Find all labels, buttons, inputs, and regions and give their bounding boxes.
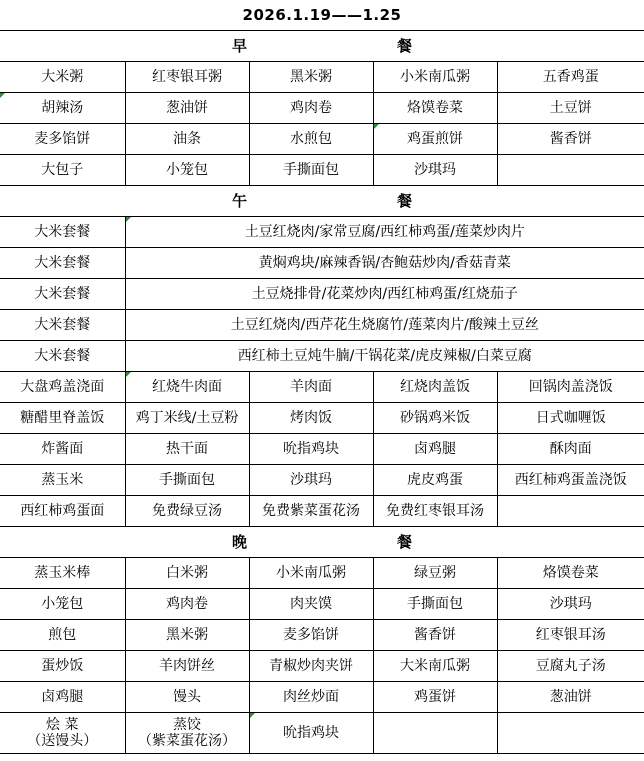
dinner-header (0, 527, 644, 558)
lunch-label-b: 餐 (397, 192, 413, 210)
breakfast-item: 小米南瓜粥 (373, 62, 497, 93)
dinner-item: 蒸玉米棒 (0, 558, 125, 589)
dinner-item: 小笼包 (0, 589, 125, 620)
lunch-set-name: 大米套餐 (0, 248, 125, 279)
lunch-set-row (0, 310, 644, 341)
weekly-menu-table (0, 30, 644, 754)
dinner-item: 豆腐丸子汤 (497, 651, 644, 682)
dinner-item: 黑米粥 (125, 620, 249, 651)
breakfast-item: 黑米粥 (249, 62, 373, 93)
lunch-set-row (0, 279, 644, 310)
breakfast-item: 酱香饼 (497, 124, 644, 155)
lunch-item (497, 496, 644, 527)
lunch-item: 红烧牛肉面 (125, 372, 249, 403)
dinner-item-empty (373, 713, 497, 754)
lunch-item: 卤鸡腿 (373, 434, 497, 465)
dinner-item: 卤鸡腿 (0, 682, 125, 713)
lunch-item: 西红柿鸡蛋盖浇饭 (497, 465, 644, 496)
breakfast-item: 油条 (125, 124, 249, 155)
breakfast-item: 葱油饼 (125, 93, 249, 124)
dinner-item: 大米南瓜粥 (373, 651, 497, 682)
lunch-item: 免费紫菜蛋花汤 (249, 496, 373, 527)
lunch-item: 砂锅鸡米饭 (373, 403, 497, 434)
lunch-item: 日式咖喱饭 (497, 403, 644, 434)
lunch-item: 炸酱面 (0, 434, 125, 465)
lunch-header-row (0, 186, 644, 217)
lunch-set-name: 大米套餐 (0, 279, 125, 310)
dinner-row-last (0, 713, 644, 754)
dinner-row (0, 682, 644, 713)
breakfast-item: 鸡肉卷 (249, 93, 373, 124)
breakfast-item: 五香鸡蛋 (497, 62, 644, 93)
dinner-row (0, 651, 644, 682)
lunch-item: 免费绿豆汤 (125, 496, 249, 527)
breakfast-item: 水煎包 (249, 124, 373, 155)
lunch-item: 免费红枣银耳汤 (373, 496, 497, 527)
dinner-item: 肉夹馍 (249, 589, 373, 620)
lunch-set-row (0, 217, 644, 248)
lunch-row (0, 403, 644, 434)
lunch-item: 蒸玉米 (0, 465, 125, 496)
dinner-item-dumplings-name: 蒸饺 (173, 717, 201, 733)
breakfast-item: 大米粥 (0, 62, 125, 93)
lunch-row (0, 496, 644, 527)
breakfast-item: 沙琪玛 (373, 155, 497, 186)
dinner-item: 红枣银耳汤 (497, 620, 644, 651)
dinner-label-b: 餐 (397, 533, 413, 551)
breakfast-label-b: 餐 (397, 37, 413, 55)
lunch-set-row (0, 248, 644, 279)
lunch-header (0, 186, 644, 217)
dinner-row (0, 558, 644, 589)
dinner-item: 吮指鸡块 (249, 713, 373, 754)
dinner-item: 羊肉饼丝 (125, 651, 249, 682)
lunch-set-dishes: 西红柿土豆炖牛腩/干锅花菜/虎皮辣椒/白菜豆腐 (125, 341, 644, 372)
lunch-item: 吮指鸡块 (249, 434, 373, 465)
lunch-set-name: 大米套餐 (0, 341, 125, 372)
lunch-item: 沙琪玛 (249, 465, 373, 496)
dinner-item: 小米南瓜粥 (249, 558, 373, 589)
dinner-row (0, 620, 644, 651)
breakfast-row (0, 62, 644, 93)
dinner-item-dumplings-note: （紫菜蛋花汤） (138, 733, 236, 749)
breakfast-label-a: 早 (232, 37, 248, 55)
breakfast-item: 小笼包 (125, 155, 249, 186)
dinner-item: 烙馍卷菜 (497, 558, 644, 589)
breakfast-row (0, 93, 644, 124)
lunch-item: 虎皮鸡蛋 (373, 465, 497, 496)
breakfast-item: 麦多馅饼 (0, 124, 125, 155)
breakfast-row (0, 155, 644, 186)
lunch-set-name: 大米套餐 (0, 310, 125, 341)
dinner-item: 白米粥 (125, 558, 249, 589)
dinner-item-stew (0, 713, 125, 754)
lunch-label-a: 午 (232, 192, 248, 210)
dinner-item: 手撕面包 (373, 589, 497, 620)
dinner-header-row (0, 527, 644, 558)
lunch-item: 回锅肉盖浇饭 (497, 372, 644, 403)
lunch-item: 糖醋里脊盖饭 (0, 403, 125, 434)
lunch-row (0, 465, 644, 496)
lunch-item: 鸡丁米线/土豆粉 (125, 403, 249, 434)
lunch-item: 手撕面包 (125, 465, 249, 496)
breakfast-item: 烙馍卷菜 (373, 93, 497, 124)
lunch-item: 热干面 (125, 434, 249, 465)
lunch-item: 羊肉面 (249, 372, 373, 403)
dinner-item-empty (497, 713, 644, 754)
dinner-item: 葱油饼 (497, 682, 644, 713)
lunch-item: 酥肉面 (497, 434, 644, 465)
dinner-item: 蛋炒饭 (0, 651, 125, 682)
lunch-item: 红烧肉盖饭 (373, 372, 497, 403)
breakfast-item: 鸡蛋煎饼 (373, 124, 497, 155)
dinner-item-dumplings-text (138, 717, 236, 749)
lunch-item: 西红柿鸡蛋面 (0, 496, 125, 527)
dinner-item-dumplings (125, 713, 249, 754)
week-date-range: 2026.1.19——1.25 (242, 6, 402, 24)
breakfast-item (497, 155, 644, 186)
breakfast-header-row (0, 31, 644, 62)
lunch-set-name: 大米套餐 (0, 217, 125, 248)
dinner-item-stew-text (27, 717, 97, 749)
dinner-item: 鸡肉卷 (125, 589, 249, 620)
breakfast-item: 大包子 (0, 155, 125, 186)
breakfast-item: 红枣银耳粥 (125, 62, 249, 93)
lunch-set-row (0, 341, 644, 372)
breakfast-row (0, 124, 644, 155)
dinner-item: 肉丝炒面 (249, 682, 373, 713)
lunch-set-dishes: 土豆红烧肉/西芹花生烧腐竹/莲菜肉片/酸辣土豆丝 (125, 310, 644, 341)
dinner-item: 鸡蛋饼 (373, 682, 497, 713)
dinner-item-stew-name: 烩 菜 (46, 717, 79, 733)
lunch-row (0, 434, 644, 465)
dinner-item: 煎包 (0, 620, 125, 651)
dinner-item: 青椒炒肉夹饼 (249, 651, 373, 682)
dinner-item: 沙琪玛 (497, 589, 644, 620)
lunch-set-dishes: 土豆烧排骨/花菜炒肉/西红柿鸡蛋/红烧茄子 (125, 279, 644, 310)
lunch-row (0, 372, 644, 403)
lunch-item: 大盘鸡盖浇面 (0, 372, 125, 403)
dinner-item: 酱香饼 (373, 620, 497, 651)
dinner-row (0, 589, 644, 620)
breakfast-header (0, 31, 644, 62)
breakfast-item: 土豆饼 (497, 93, 644, 124)
dinner-item-stew-note: （送馒头） (27, 733, 98, 749)
breakfast-item: 胡辣汤 (0, 93, 125, 124)
breakfast-item: 手撕面包 (249, 155, 373, 186)
dinner-item: 绿豆粥 (373, 558, 497, 589)
lunch-set-dishes: 黄焖鸡块/麻辣香锅/杏鲍菇炒肉/香菇青菜 (125, 248, 644, 279)
lunch-item: 烤肉饭 (249, 403, 373, 434)
dinner-item: 麦多馅饼 (249, 620, 373, 651)
lunch-set-dishes: 土豆红烧肉/家常豆腐/西红柿鸡蛋/莲菜炒肉片 (125, 217, 644, 248)
dinner-item: 馒头 (125, 682, 249, 713)
dinner-label-a: 晚 (232, 533, 248, 551)
